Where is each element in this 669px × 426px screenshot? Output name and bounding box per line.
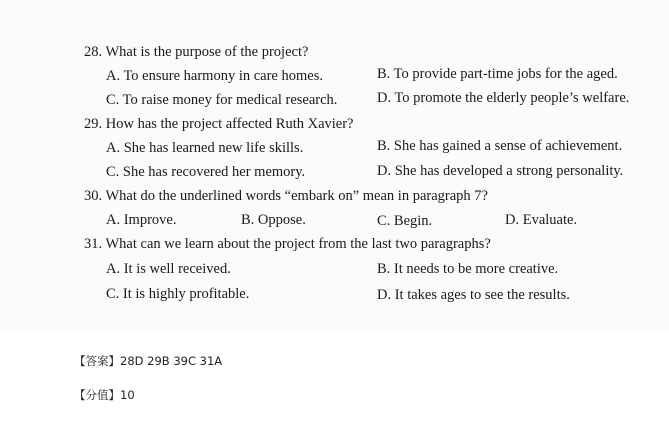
score-line xyxy=(74,387,135,403)
question-30-option-d: D. Evaluate. xyxy=(505,212,578,228)
answer-value: 28D 29B 39C 31A xyxy=(120,354,223,368)
question-30-option-c: C. Begin. xyxy=(377,213,433,229)
question-28-option-b: B. To provide part-time jobs for the aged. xyxy=(377,66,618,82)
question-29-option-c: C. She has recovered her memory. xyxy=(106,164,306,180)
question-29-option-b: B. She has gained a sense of achievement. xyxy=(377,138,623,154)
question-28-option-a: A. To ensure harmony in care homes. xyxy=(106,68,323,84)
answer-line xyxy=(74,353,222,369)
question-30-option-a: A. Improve. xyxy=(106,212,177,228)
question-31-option-a: A. It is well received. xyxy=(106,261,231,277)
question-30-stem: 30. What do the underlined words “embark on” mean in paragraph 7? xyxy=(84,188,488,204)
question-31-option-b: B. It needs to be more creative. xyxy=(377,261,559,277)
question-31-option-d: D. It takes ages to see the results. xyxy=(377,287,570,303)
score-label: 【分值】 xyxy=(74,388,120,402)
question-28-option-d: D. To promote the elderly people’s welfare. xyxy=(377,90,630,106)
question-29-stem: 29. How has the project affected Ruth Xavier? xyxy=(84,116,354,132)
question-31-option-c: C. It is highly profitable. xyxy=(106,286,250,302)
question-28-option-c: C. To raise money for medical research. xyxy=(106,92,338,108)
question-31-stem: 31. What can we learn about the project from the last two paragraphs? xyxy=(84,236,491,252)
question-29-option-a: A. She has learned new life skills. xyxy=(106,140,304,156)
question-29-option-d: D. She has developed a strong personality. xyxy=(377,163,624,179)
score-value: 10 xyxy=(120,388,135,402)
question-30-option-b: B. Oppose. xyxy=(241,212,306,228)
answer-label: 【答案】 xyxy=(74,354,120,368)
question-28-stem: 28. What is the purpose of the project? xyxy=(84,44,309,60)
